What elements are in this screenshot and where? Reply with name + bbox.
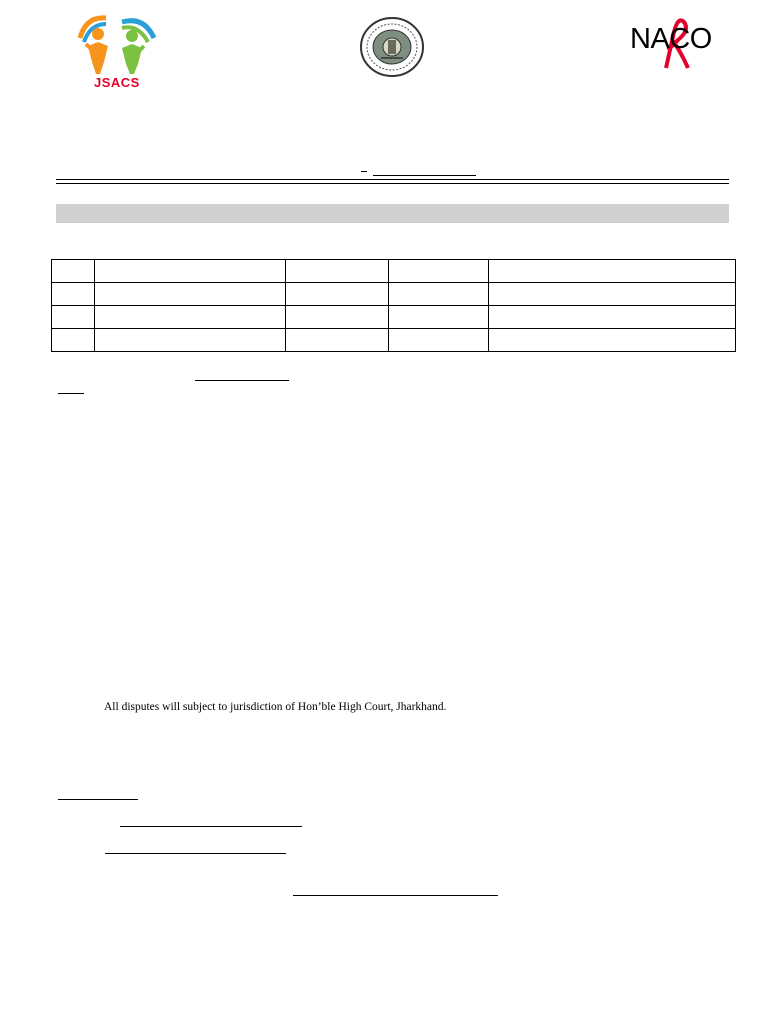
table-cell — [52, 306, 95, 329]
table-cell — [489, 283, 736, 306]
table-row — [52, 306, 736, 329]
table-cell — [489, 329, 736, 352]
signature-line — [293, 895, 498, 896]
table-cell — [389, 306, 489, 329]
section-bar — [56, 204, 729, 223]
header-rule-top — [56, 179, 729, 180]
fill-in-line — [58, 799, 138, 800]
table-cell — [95, 283, 286, 306]
table-cell — [95, 306, 286, 329]
header-rule-bottom — [56, 183, 729, 184]
table-cell — [95, 329, 286, 352]
table-row — [52, 260, 736, 283]
data-table — [51, 259, 736, 352]
table-cell — [52, 283, 95, 306]
naco-logo-text: NACO — [630, 23, 712, 55]
table-cell — [389, 260, 489, 283]
table-cell — [286, 283, 389, 306]
table-cell — [52, 329, 95, 352]
fill-in-line — [58, 393, 84, 394]
table-cell — [95, 260, 286, 283]
jsacs-logo-icon — [74, 12, 158, 76]
fill-in-line — [105, 853, 286, 854]
fill-in-line — [120, 826, 302, 827]
header-blank-line — [373, 175, 476, 176]
fill-in-line — [195, 380, 289, 381]
jsacs-logo-text: JSACS — [94, 75, 140, 90]
naco-logo — [628, 10, 723, 70]
government-seal — [359, 16, 425, 78]
table-cell — [389, 329, 489, 352]
table-row — [52, 329, 736, 352]
table-cell — [489, 306, 736, 329]
table-cell — [286, 260, 389, 283]
jsacs-logo — [74, 12, 158, 94]
table-cell — [389, 283, 489, 306]
table-cell — [52, 260, 95, 283]
header-dash-mark — [361, 171, 367, 172]
jurisdiction-text: All disputes will subject to jurisdiction of Hon’ble High Court, Jharkhand. — [104, 701, 447, 713]
table-cell — [286, 306, 389, 329]
table-row — [52, 283, 736, 306]
table-cell — [286, 329, 389, 352]
table-cell — [489, 260, 736, 283]
government-seal-icon — [359, 16, 425, 78]
